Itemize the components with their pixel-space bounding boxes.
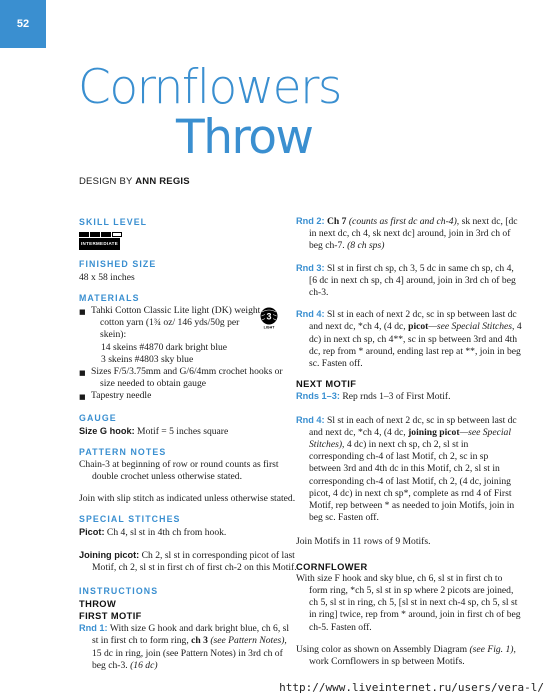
rnds13-instruction	[296, 390, 522, 403]
rnd4b-bold: joining picot	[408, 426, 460, 438]
joining-picot-text: Ch 2, sl st in corresponding picot of last Motif, ch 2, sl st in first ch of first ch-2 on this Motif.	[92, 550, 297, 574]
rnd1-italic: (see Pattern Notes),	[207, 635, 287, 647]
yarn-color-2: 3 skeins #4803 sky blue	[101, 353, 194, 365]
first-motif-heading: FIRST MOTIF	[79, 611, 142, 622]
skill-level-heading: SKILL LEVEL	[79, 217, 148, 227]
byline	[79, 176, 190, 187]
rnd2-instruction	[296, 215, 522, 253]
using-text-2: work Cornflowers in sp between Motifs.	[309, 656, 465, 668]
rnd1-text-2: 15 dc in ring,	[92, 647, 146, 659]
rnd1-bold: ch 3	[191, 635, 208, 647]
yarn-weight-label: LIGHT	[263, 325, 275, 330]
throw-heading: THROW	[79, 598, 117, 609]
skill-segment	[90, 232, 100, 237]
yarn-weight-number: 3	[266, 311, 272, 322]
rnd4-bold: picot	[408, 321, 429, 333]
rnd4-label: Rnd 4:	[296, 309, 325, 320]
rnd1-text-3: in 3rd ch of beg ch-3.	[92, 647, 283, 671]
pattern-note-1: Chain-3 at beginning of row or round counts as first double crochet unless otherwise stated.	[79, 459, 279, 483]
instructions-heading: INSTRUCTIONS	[79, 585, 159, 596]
rnd3-text: Sl st in first ch sp, ch 3, 5 dc in same ch sp, ch 4, [6 dc in next ch sp, ch 4] around, join in 3rd ch of beg ch-3.	[309, 262, 516, 299]
rnd4b-text-2: 4 dc) in next ch sp, ch 2, sl st in corresponding ch-4 of last Motif, ch 2, sc in sp between 3rd and 4th dc in this Motif, ch 2, sl st in corresponding ch-4 of last Motif, ch 2, (4 dc, joining picot, 4 dc) in next ch sp*, complete as rnd 4 of First Motif, rep between * as needed to join Motifs, join in beg sc. Fasten off.	[309, 439, 515, 524]
rnd2-count: (8 ch sps)	[347, 240, 385, 252]
rnd2-bold: Ch 7	[327, 216, 347, 227]
watermark-url: http://www.liveinternet.ru/users/vera-l/	[279, 681, 544, 694]
pattern-notes-heading: PATTERN NOTES	[79, 447, 167, 458]
rnd4b-text: Sl st in each of next 2 dc, sc in sp between last dc and next dc, *ch 4, (4 dc,	[309, 414, 517, 438]
skill-level-meter	[79, 232, 297, 237]
page-number: 52	[0, 0, 46, 48]
rnd4b-italic: —see Special Stitches),	[309, 426, 511, 451]
rnd2-text: sk next dc, [dc in next dc, ch 4, sk next dc] around, join in 3rd ch of beg ch-7.	[309, 216, 518, 252]
left-column	[79, 216, 297, 672]
title-line-1: Cornflowers	[78, 60, 341, 115]
rnd1-instruction	[79, 622, 297, 672]
rnd2-italic: (counts as first dc and ch-4),	[346, 216, 460, 227]
using-text: Using color as shown on Assembly Diagram	[296, 643, 470, 655]
picot-label: Picot:	[79, 527, 105, 538]
cornflower-heading: CORNFLOWER	[296, 561, 368, 572]
skill-segment	[101, 232, 111, 237]
skill-level-label: INTERMEDIATE	[79, 238, 120, 250]
pattern-note-2: Join with slip stitch as indicated unless otherwise stated.	[79, 492, 296, 504]
gauge-text	[79, 425, 297, 438]
bullet-icon: ■	[79, 308, 86, 317]
rnd4-instruction	[296, 308, 522, 370]
materials-item	[79, 390, 297, 403]
hooks-text: Sizes F/5/3.75mm and G/6/4mm crochet hooks or size needed to obtain gauge	[91, 366, 283, 390]
picot-definition	[79, 526, 297, 539]
materials-item	[79, 366, 297, 390]
yarn-weight-icon	[260, 307, 278, 329]
rnd4-text-2: 4 dc) in next ch sp, ch 4**, sc in sp between 3rd and 4th dc, rep from * around, ending last rep at **, join in beg sc. Fasten off.	[309, 321, 522, 370]
using-italic: (see Fig. 1),	[469, 643, 516, 655]
right-column	[296, 215, 522, 668]
cornflower-instruction: With size F hook and sky blue, ch 6, sl st in first ch to form ring, *ch 5, sl st in sp where 2 picots are joined, ch 5, sl st in ring, ch 5, [sl st in next ch-4 sp, ch 5, sl st in ring] twice, rep from * around, join in first ch of beg ch-5. Fasten off.	[296, 572, 521, 633]
rnd1-join: join (see Pattern Notes)	[145, 647, 236, 659]
rnd3-label: Rnd 3:	[296, 262, 325, 273]
designer-name: ANN REGIS	[135, 176, 190, 187]
joining-picot-label: Joining picot:	[79, 550, 140, 561]
rnd1-label: Rnd 1:	[79, 623, 108, 634]
joining-picot-definition	[79, 549, 297, 574]
rnd4b-label: Rnd 4:	[296, 414, 325, 425]
gauge-value: Motif = 5 inches square	[134, 425, 229, 437]
rnds13-text: Rep rnds 1–3 of First Motif.	[339, 391, 451, 403]
finished-size-text: 48 x 58 inches	[79, 271, 135, 283]
rnd3-instruction	[296, 262, 522, 300]
next-motif-heading: NEXT MOTIF	[296, 379, 357, 390]
rnd1-text: With size G hook and dark bright blue, ch 6, sl st in first ch to form ring,	[92, 623, 290, 647]
rnd1-count: (16 dc)	[130, 659, 158, 671]
picot-text: Ch 4, sl st in 4th ch from hook.	[104, 527, 227, 539]
gauge-heading: GAUGE	[79, 412, 117, 423]
byline-prefix: DESIGN BY	[79, 176, 136, 187]
rnd4-italic: —see Special Stitches,	[428, 321, 515, 333]
materials-list	[79, 305, 297, 404]
using-color-instruction	[296, 644, 522, 668]
bullet-icon: ■	[79, 393, 86, 402]
rnd4b-instruction	[296, 414, 522, 525]
title-line-2: Throw	[176, 110, 313, 165]
rnd4-text: Sl st in each of next 2 dc, sc in sp between last dc and next dc, *ch 4, (4 dc,	[309, 309, 517, 333]
skill-segment	[79, 232, 89, 237]
special-stitches-heading: SPECIAL STITCHES	[79, 513, 181, 524]
rnd2-label: Rnd 2:	[296, 216, 325, 226]
needle-text: Tapestry needle	[91, 390, 152, 402]
materials-heading: MATERIALS	[79, 292, 140, 303]
yarn-color-1: 14 skeins #4870 dark bright blue	[101, 341, 228, 353]
gauge-label: Size G hook:	[79, 425, 135, 436]
bullet-icon: ■	[79, 369, 86, 378]
yarn-main-text: Tahki Cotton Classic Lite light (DK) weight cotton yarn (1¾ oz/ 146 yds/50g per skein):	[91, 305, 261, 341]
finished-size-heading: FINISHED SIZE	[79, 259, 157, 270]
skill-segment	[112, 232, 122, 237]
join-motifs-text: Join Motifs in 11 rows of 9 Motifs.	[296, 536, 431, 548]
rnds13-label: Rnds 1–3:	[296, 391, 340, 402]
